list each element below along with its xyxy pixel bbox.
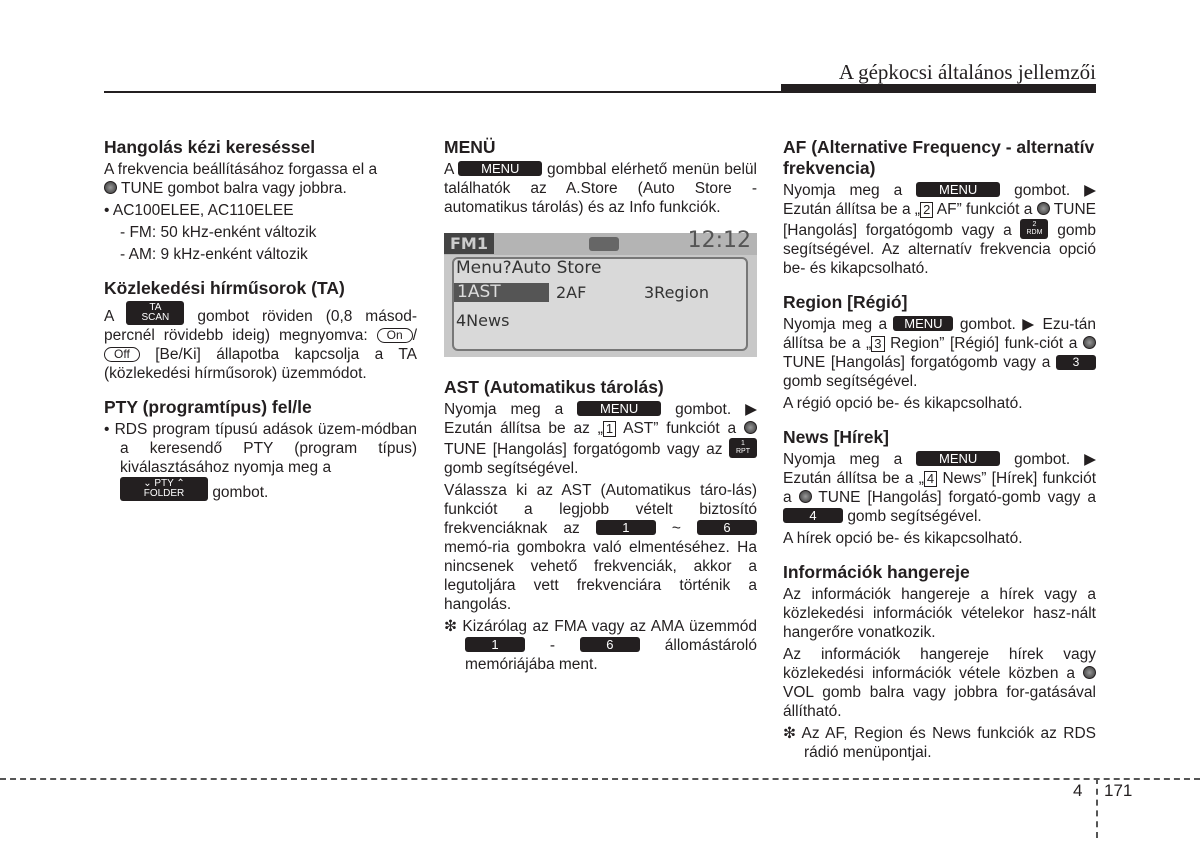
paragraph: Az információk hangereje hírek vagy közlekedési információk vétele közben a VOL gomb balra vagy jobbra for-gatásával állítható.: [783, 646, 1096, 720]
heading-menu: MENÜ: [444, 137, 496, 157]
knob-icon: [744, 421, 757, 434]
knob-icon: [799, 490, 812, 503]
paragraph: A frekvencia beállításához forgassa el a TUNE gombot balra vagy jobbra.: [104, 161, 378, 197]
paragraph: Nyomja meg a MENU gombot. ▶ Ezután állítsa be a „ 2 AF” funkciót a TUNE [Hangolás] forgatógomb vagy a 2 RDM gomb segítségével. Az alternatív frekvencia opció be- és kikapcsolható.: [783, 182, 1096, 277]
pty-folder-button: ⌄ PTY ⌃ FOLDER: [120, 477, 208, 501]
rpt-button: 1 RPT: [729, 438, 757, 458]
heading-ta: Közlekedési hírműsorok (TA): [104, 278, 345, 298]
column-left: [104, 137, 417, 505]
knob-icon: [1083, 666, 1096, 679]
menu-button: MENU: [893, 316, 953, 331]
menu-button: MENU: [458, 161, 542, 176]
paragraph: A TA SCAN gombot röviden (0,8 másod-percnél rövidebb ideig) megnyomva: On /Off [Be/Ki] állapotba kapcsolja a TA (közlekedési hírműsorok) üzemmódot.: [104, 302, 417, 382]
off-button: Off: [104, 347, 140, 362]
heading-af: AF (Alternative Frequency - alternatív frekvencia): [783, 137, 1095, 178]
number-2-icon: 2: [920, 202, 933, 218]
preset-3-button: 3: [1056, 355, 1096, 370]
preset-6-button: 6: [697, 520, 757, 535]
page-number: 171: [1104, 781, 1133, 800]
on-button: On: [377, 328, 413, 343]
heading-pty: PTY (programtípus) fel/le: [104, 397, 312, 417]
heading-region: Region [Régió]: [783, 292, 908, 312]
paragraph: A MENU gombbal elérhető menün belül találhatók az A.Store (Auto Store - automatikus tárolás) és az Info funkciók.: [444, 161, 757, 216]
heading-info-volume: Információk hangereje: [783, 562, 970, 582]
preset-6-button: 6: [580, 637, 640, 652]
preset-1-button: 1: [465, 637, 525, 652]
ta-scan-button: TA SCAN: [126, 301, 184, 325]
rdm-button: 2 RDM: [1020, 219, 1048, 239]
paragraph: A hírek opció be- és kikapcsolható.: [783, 530, 1023, 547]
paragraph: • RDS program típusú adások üzem-módban a keresendő PTY (program típus) kiválasztásához nyomja meg a ⌄ PTY ⌃ FOLDER gombot.: [104, 421, 417, 501]
header-bar: [781, 84, 1096, 92]
heading-ast: AST (Automatikus tárolás): [444, 377, 664, 397]
paragraph: Nyomja meg a MENU gombot. ▶ Ezután állítsa be a „ 4 News” [Hírek] funkciót a TUNE [Hangolás] forgató-gomb vagy a 4 gomb segítségével.: [783, 451, 1096, 525]
paragraph: Nyomja meg a MENU gombot. ▶ Ezu-tán állítsa be a „ 3 Region” [Régió] funk-ciót a TUNE [Hangolás] forgatógomb vagy a 3 gomb segítségével.: [783, 316, 1096, 390]
heading-news: News [Hírek]: [783, 427, 890, 447]
page-header-title: A gépkocsi általános jellemzői: [838, 60, 1096, 84]
column-right: [783, 137, 1096, 765]
preset-4-button: 4: [783, 508, 843, 523]
knob-icon: [1037, 202, 1050, 215]
paragraph: Az információk hangereje a hírek vagy a közlekedési információk vételekor hasz-nált hangerőre vonatkozik.: [783, 586, 1096, 641]
footer-divider: [0, 778, 1200, 780]
menu-button: MENU: [916, 182, 1000, 197]
column-middle: [444, 137, 757, 677]
heading-manual-tuning: Hangolás kézi kereséssel: [104, 137, 316, 157]
list-item: • AC100ELEE, AC110ELEE: [104, 202, 294, 219]
number-3-icon: 3: [871, 336, 884, 352]
menu-button: MENU: [916, 451, 1000, 466]
paragraph: A régió opció be- és kikapcsolható.: [783, 395, 1023, 412]
preset-1-button: 1: [596, 520, 656, 535]
radio-display-image: FM1 12:12 Menu?Auto Store 1AST 2AF 3Region 4News: [444, 233, 757, 357]
list-item: - AM: 9 kHz-enként változik: [120, 246, 308, 263]
list-item: - FM: 50 kHz-enként változik: [120, 224, 317, 241]
knob-icon: [1083, 336, 1096, 349]
note: ❇ Az AF, Region és News funkciók az RDS rádió menüpontjai.: [783, 725, 1096, 761]
knob-icon: [104, 181, 117, 194]
footer-vertical-divider: [1096, 778, 1098, 838]
chapter-number: 4: [1073, 781, 1083, 800]
menu-button: MENU: [577, 401, 661, 416]
note: ❇ Kizárólag az FMA vagy az AMA üzemmód 1 - 6 állomástároló memóriájába ment.: [444, 618, 757, 673]
number-1-icon: 1: [603, 421, 616, 437]
number-4-icon: 4: [924, 471, 937, 487]
paragraph: Nyomja meg a MENU gombot. ▶ Ezután állítsa be az „ 1 AST” funkciót a TUNE [Hangolás] forgatógomb vagy az 1 RPT gomb segítségével.: [444, 401, 757, 477]
paragraph: Válassza ki az AST (Automatikus táro-lás) funkciót a legjobb vételt biztosító frekvenciáknak az 1 ~ 6 memó-ria gombokra való elmentéséhez. Ha nincsenek vehető frekvenciák, akkor a legutoljára vett frekvenciára történik a hangolás.: [444, 482, 757, 613]
